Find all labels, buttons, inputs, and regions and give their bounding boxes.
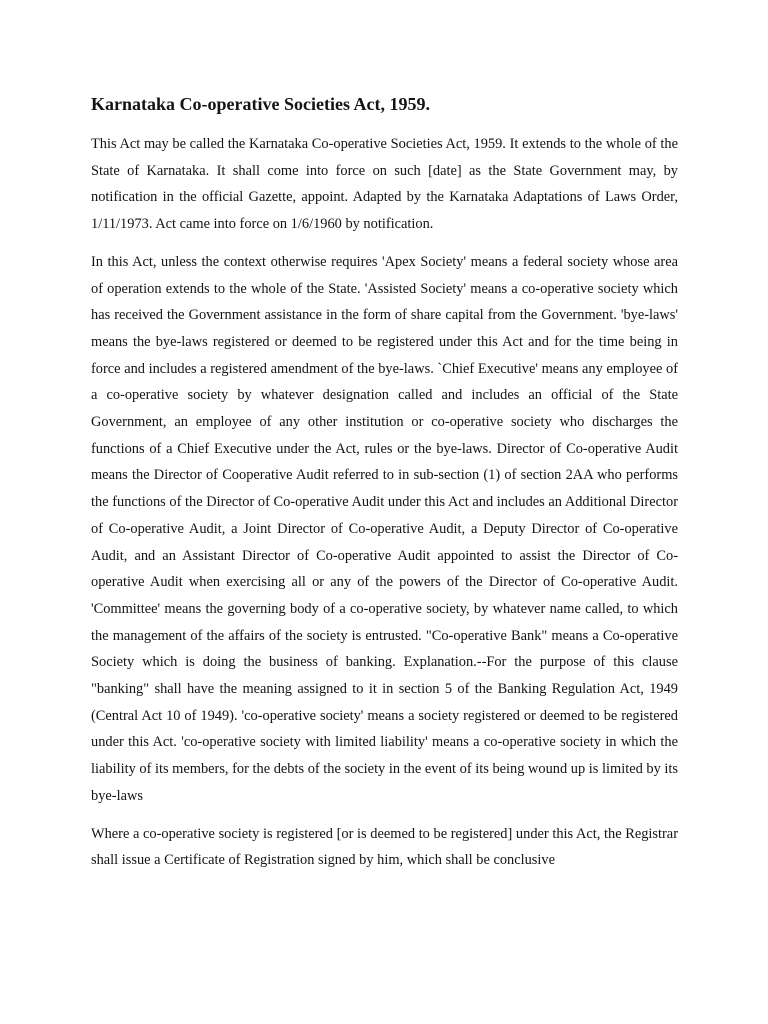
paragraph-registration: Where a co-operative society is registered [or is deemed to be registered] under this Act, the Registrar shall issue a Certificate of Registration signed by him, which shall be conclusive xyxy=(91,825,678,869)
paragraph-short-title: This Act may be called the Karnataka Co-operative Societies Act, 1959. It extends to the whole of the State of Karnataka. It shall come into force on such [date] as the State Government may, by notification in the official Gazette, appoint. Adapted by the Karnataka Adaptations of Laws Order, 1/11/1973. Act came into force on 1/6/1960 by notification. xyxy=(91,136,678,233)
paragraph-definitions: In this Act, unless the context otherwise requires 'Apex Society' means a federal society whose area of operation extends to the whole of the State. 'Assisted Society' means a co-operative society which has received the Government assistance in the form of share capital from the Government. 'bye-laws' means the bye-laws registered or deemed to be registered under this Act and for the time being in force and includes a registered amendment of the bye-laws. `Chief Executive' means any employee of a co-operative society by whatever designation called and includes an official of the State Government, an employee of any other institution or co-operative society who discharges the functions of a Chief Executive under the Act, rules or the bye-laws. Director of Co-operative Audit means the Director of Cooperative Audit referred to in sub-section (1) of section 2AA who performs the functions of the Director of Co-operative Audit under this Act and includes an Additional Director of Co-operative Audit, a Joint Director of Co-operative Audit, a Deputy Director of Co-operative Audit, and an Assistant Director of Co-operative Audit appointed to assist the Director of Co-operative Audit when exercising all or any of the powers of the Director of Co-operative Audit. 'Committee' means the governing body of a co-operative society, by whatever name called, to which the management of the affairs of the society is entrusted. "Co-operative Bank" means a Co-operative Society which is doing the business of banking. Explanation.--For the purpose of this clause "banking" shall have the meaning assigned to it in section 5 of the Banking Regulation Act, 1949 (Central Act 10 of 1949). 'co-operative society' means a society registered or deemed to be registered under this Act. 'co-operative society with limited liability' means a co-operative society in which the liability of its members, for the debts of the society in the event of its being wound up is limited by its bye-laws xyxy=(91,253,678,804)
document-body xyxy=(91,93,678,885)
document-title: Karnataka Co-operative Societies Act, 1959. xyxy=(91,94,430,114)
